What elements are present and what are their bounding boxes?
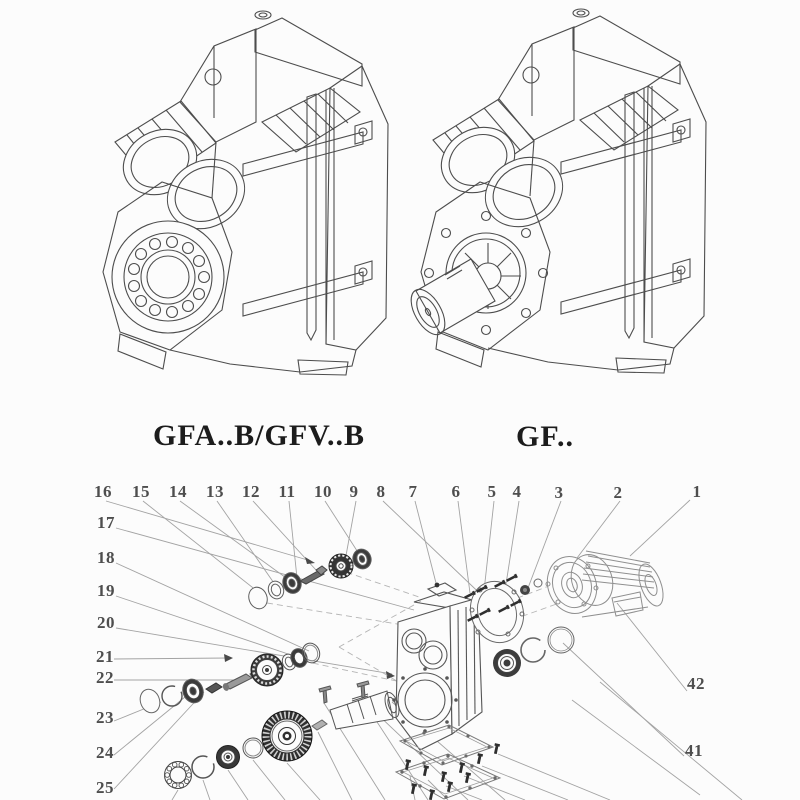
input-shaft-assembly bbox=[246, 547, 374, 612]
callout-8: 8 bbox=[376, 482, 386, 501]
model-label-left: GFA..B/GFV..B bbox=[153, 419, 365, 452]
callout-11: 11 bbox=[278, 482, 296, 501]
callout-14: 14 bbox=[169, 482, 187, 501]
callout-15: 15 bbox=[132, 482, 150, 501]
callout-19: 19 bbox=[97, 581, 115, 600]
callout-23: 23 bbox=[96, 708, 114, 727]
gearbox-drawing-left bbox=[103, 11, 388, 375]
callout-9: 9 bbox=[349, 482, 359, 501]
gearbox-drawing-right bbox=[404, 9, 706, 373]
callout-1: 1 bbox=[692, 482, 702, 501]
callout-21: 21 bbox=[96, 647, 114, 666]
callout-42: 42 bbox=[687, 674, 705, 693]
callout-41: 41 bbox=[685, 741, 703, 760]
model-label-right: GF.. bbox=[516, 420, 574, 453]
callout-25: 25 bbox=[96, 778, 114, 797]
output-shaft bbox=[319, 681, 402, 729]
callout-22: 22 bbox=[96, 668, 114, 687]
callout-7: 7 bbox=[408, 482, 418, 501]
motor-assembly bbox=[540, 549, 668, 621]
callout-18: 18 bbox=[97, 548, 115, 567]
callout-2: 2 bbox=[613, 483, 623, 502]
callout-10: 10 bbox=[314, 482, 332, 501]
callout-17: 17 bbox=[97, 513, 115, 532]
callout-20: 20 bbox=[97, 613, 115, 632]
callout-12: 12 bbox=[242, 482, 260, 501]
callout-5: 5 bbox=[487, 482, 497, 501]
callout-4: 4 bbox=[512, 482, 522, 501]
intermediate-gear-assembly bbox=[137, 641, 322, 716]
output-gear-assembly bbox=[165, 711, 328, 789]
callout-24: 24 bbox=[96, 743, 114, 762]
callout-3: 3 bbox=[554, 483, 564, 502]
callout-6: 6 bbox=[451, 482, 461, 501]
exploded-view bbox=[106, 500, 742, 800]
callout-13: 13 bbox=[206, 482, 224, 501]
callout-16: 16 bbox=[94, 482, 112, 501]
